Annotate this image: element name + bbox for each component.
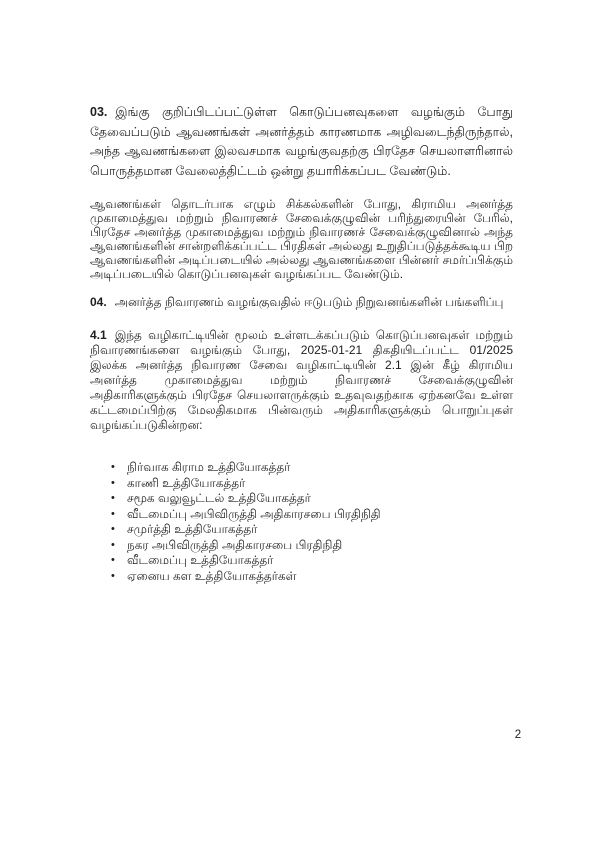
bullet-icon: •: [111, 569, 115, 582]
bullet-icon: •: [111, 523, 115, 535]
section-4-1-number: 4.1: [90, 328, 107, 342]
section-04-heading-text: அனர்த்த நிவாரணம் வழங்குவதில் ஈடுபடும் நிறுவனங்களின் பங்களிப்பு: [114, 295, 504, 309]
bullet-icon: •: [111, 476, 115, 489]
paragraph-03-continued: [90, 197, 513, 281]
list-item: [111, 460, 513, 476]
bullet-icon: •: [111, 461, 115, 473]
bullet-icon: •: [111, 507, 115, 520]
section-03-continued-text: ஆவணங்கள் தொடர்பாக எழும் சிக்கல்களின் போது, கிராமிய அனர்த்த முகாமைத்துவ மற்றும் நிவாரணச் சேவைக்குழுவின் பரிந்துரையின் பேரில், பிரதேச அனர்த்த முகாமைத்துவ மற்றும் நிவாரணச் சேவைக்குழுவினால் அந்த ஆவணங்களின் சான்றளிக்கப்பட்ட பிரதிகள் அல்லது உறுதிப்படுத்தக்கூடிய பிற ஆவணங்களின் அடிப்படையில் அல்லது ஆவணங்களை பின்னர் சமர்ப்பிக்கும் அடிப்படையில் கொடுப்பனவுகள் வழங்கப்பட வேண்டும்.: [90, 197, 513, 281]
list-item: [111, 491, 513, 507]
list-item: [111, 476, 513, 492]
bullet-icon: •: [111, 492, 115, 504]
bullet-icon: •: [111, 538, 115, 551]
bullet-icon: •: [111, 554, 115, 566]
list-item: [111, 538, 513, 554]
document-body: [90, 103, 513, 584]
officer-label: நகர அபிவிருத்தி அதிகாரசபை பிரதிநிதி: [127, 537, 343, 552]
officer-label: ஏனைய கள உத்தியோகத்தர்கள்: [127, 568, 297, 583]
section-03-text: இங்கு குறிப்பிடப்பட்டுள்ள கொடுப்பனவுகளை வழங்கும் போது தேவைப்படும் ஆவணங்கள் அனர்த்தம் காரணமாக அழிவடைந்திருந்தால், அந்த ஆவணங்களை இலவசமாக வழங்குவதற்கு பிரதேச செயலாளரினால் பொருத்தமான வேலைத்திட்டம் ஒன்று தயாரிக்கப்பட வேண்டும்.: [90, 105, 513, 178]
section-04-number: 04.: [90, 295, 107, 309]
officer-label: காணி உத்தியோகத்தர்: [127, 475, 246, 490]
list-item: [111, 522, 513, 538]
officer-label: நிர்வாக கிராம உத்தியோகத்தர்: [127, 460, 291, 474]
paragraph-4-1: [90, 328, 513, 433]
officers-list: [90, 460, 513, 584]
section-04-heading: [90, 295, 513, 310]
list-item: [111, 553, 513, 569]
officer-label: வீடமைப்பு அபிவிருத்தி அதிகாரசபை பிரதிநிதி: [127, 506, 381, 521]
paragraph-03: [90, 103, 513, 181]
officer-label: சமுர்த்தி உத்தியோகத்தர்: [127, 522, 258, 536]
officer-label: சமூக வலுவூட்டல் உத்தியோகத்தர்: [127, 491, 311, 505]
officer-label: வீடமைப்பு உத்தியோகத்தர்: [127, 553, 274, 567]
list-item: [111, 569, 513, 585]
list-item: [111, 507, 513, 523]
section-4-1-text: இந்த வழிகாட்டியின் மூலம் உள்ளடக்கப்படும் கொடுப்பனவுகள் மற்றும் நிவாரணங்களை வழங்கும் போது, 2025-01-21 திகதியிடப்பட்ட 01/2025 இலக்க அனர்த்த நிவாரண சேவை வழிகாட்டியின் 2.1 இன் கீழ் கிராமிய அனர்த்த முகாமைத்துவ மற்றும் நிவாரணச் சேவைக்குழுவின் அதிகாரிகளுக்கும் பிரதேச செயலாளருக்கும் உதவுவதற்காக ஏற்கனவே உள்ள கட்டமைப்பிற்கு மேலதிகமாக பின்வரும் அதிகாரிகளுக்கும் பொறுப்புகள் வழங்கப்படுகின்றன:: [90, 328, 513, 432]
page-number: 2: [514, 729, 522, 741]
section-03-number: 03.: [90, 105, 108, 119]
